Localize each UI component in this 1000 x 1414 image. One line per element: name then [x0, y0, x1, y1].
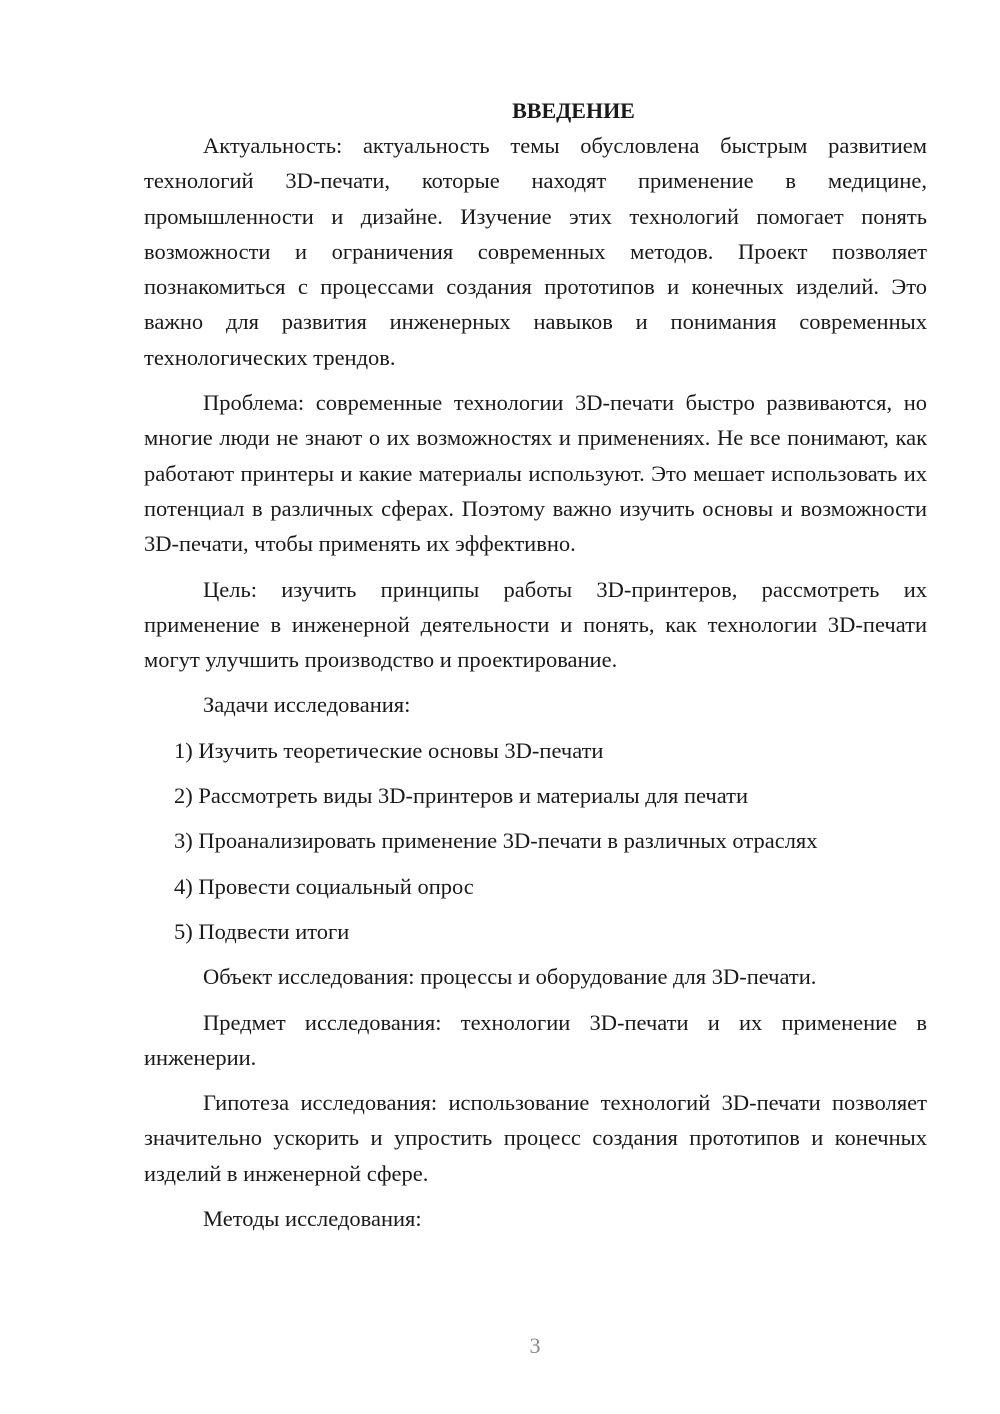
methods-title: Методы исследования:	[203, 1206, 422, 1232]
list-item: 5) Подвести итоги	[174, 918, 350, 944]
page-number: 3	[529, 1333, 541, 1358]
goal-paragraph: Цель: изучить принципы работы 3D-принтеров, рассмотреть их применение в инженерной деятельности и понять, как технологии 3D-печати могут улучшить производство и проектирование.	[144, 576, 927, 673]
tasks-list	[144, 733, 927, 949]
problem-paragraph: Проблема: современные технологии 3D-печати быстро развиваются, но многие люди не знают о их возможностях и применениях. Не все понимают, как работают принтеры и какие материалы используют. Это мешает использовать их потенциал в различных сферах. Поэтому важно изучить основы и возможности 3D-печати, чтобы применять их эффективно.	[144, 390, 927, 557]
list-item: 4) Провести социальный опрос	[174, 873, 474, 899]
list-item: 2) Рассмотреть виды 3D-принтеров и материалы для печати	[174, 783, 749, 809]
list-item: 1) Изучить теоретические основы 3D-печати	[174, 737, 604, 763]
relevance-paragraph: Актуальность: актуальность темы обусловлена быстрым развитием технологий 3D-печати, которые находят применение в медицине, промышленности и дизайне. Изучение этих технологий помогает понять возможности и ограничения современных методов. Проект позволяет познакомиться с процессами создания прототипов и конечных изделий. Это важно для развития инженерных навыков и понимания современных технологических трендов.	[144, 133, 927, 370]
hypothesis-paragraph: Гипотеза исследования: использование технологий 3D-печати позволяет значительно ускорить и упростить процесс создания прототипов и конечных изделий в инженерной сфере.	[144, 1090, 927, 1186]
section-heading: ВВЕДЕНИЕ	[512, 98, 635, 123]
page-content	[144, 96, 927, 1246]
object-paragraph: Объект исследования: процессы и оборудование для 3D-печати.	[203, 964, 817, 990]
tasks-title: Задачи исследования:	[203, 692, 411, 718]
subject-paragraph: Предмет исследования: технологии 3D-печати и их применение в инженерии.	[144, 1009, 927, 1070]
list-item: 3) Проанализировать применение 3D-печати в различных отраслях	[174, 828, 818, 854]
